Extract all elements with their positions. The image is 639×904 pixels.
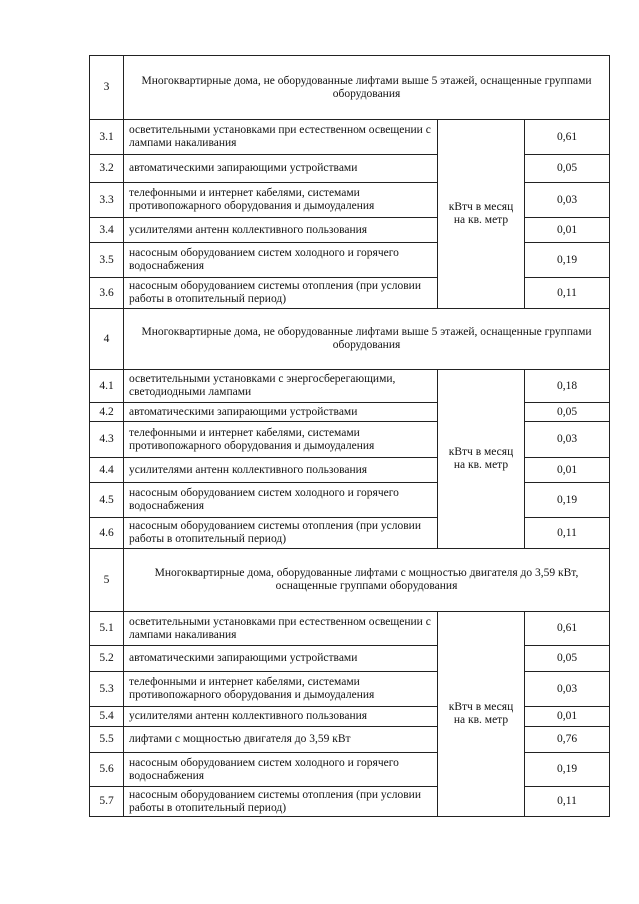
row-description: насосным оборудованием систем холодного и горячего водоснабжения: [124, 483, 438, 518]
row-description: телефонными и интернет кабелями, системами противопожарного оборудования и дымоудаления: [124, 672, 438, 707]
section-number: 4: [90, 309, 124, 370]
table-row: [90, 243, 610, 278]
table-row: [90, 612, 610, 646]
row-value: 0,19: [525, 243, 610, 278]
unit-cell: кВтч в месяц на кв. метр: [438, 612, 525, 817]
row-number: 3.1: [90, 120, 124, 155]
table-row: [90, 155, 610, 183]
table-row: [90, 278, 610, 309]
row-description: автоматическими запирающими устройствами: [124, 646, 438, 672]
row-number: 5.5: [90, 727, 124, 753]
table-row: [90, 672, 610, 707]
table-row: [90, 753, 610, 787]
table-row: [90, 727, 610, 753]
row-number: 5.4: [90, 707, 124, 727]
section-title: Многоквартирные дома, не оборудованные лифтами выше 5 этажей, оснащенные группами оборудования: [124, 56, 610, 120]
table-row: [90, 458, 610, 483]
table-row: [90, 483, 610, 518]
unit-cell: кВтч в месяц на кв. метр: [438, 120, 525, 309]
row-number: 5.3: [90, 672, 124, 707]
row-number: 4.5: [90, 483, 124, 518]
row-number: 3.5: [90, 243, 124, 278]
row-description: телефонными и интернет кабелями, системами противопожарного оборудования и дымоудаления: [124, 183, 438, 218]
norms-table-body: [90, 56, 610, 817]
row-value: 0,19: [525, 753, 610, 787]
row-description: усилителями антенн коллективного пользования: [124, 707, 438, 727]
row-value: 0,01: [525, 707, 610, 727]
row-description: автоматическими запирающими устройствами: [124, 403, 438, 422]
row-value: 0,61: [525, 120, 610, 155]
row-value: 0,61: [525, 612, 610, 646]
row-description: усилителями антенн коллективного пользования: [124, 458, 438, 483]
row-number: 5.6: [90, 753, 124, 787]
row-number: 3.2: [90, 155, 124, 183]
row-value: 0,11: [525, 787, 610, 817]
row-number: 4.3: [90, 422, 124, 458]
table-row: [90, 183, 610, 218]
row-number: 4.1: [90, 370, 124, 403]
row-number: 4.6: [90, 518, 124, 549]
row-number: 4.2: [90, 403, 124, 422]
row-value: 0,76: [525, 727, 610, 753]
section-header-row: [90, 56, 610, 120]
row-value: 0,01: [525, 458, 610, 483]
row-description: насосным оборудованием системы отопления (при условии работы в отопительный период): [124, 518, 438, 549]
row-number: 4.4: [90, 458, 124, 483]
table-row: [90, 707, 610, 727]
row-number: 5.7: [90, 787, 124, 817]
row-description: насосным оборудованием систем холодного и горячего водоснабжения: [124, 243, 438, 278]
row-value: 0,03: [525, 422, 610, 458]
row-value: 0,18: [525, 370, 610, 403]
row-number: 3.4: [90, 218, 124, 243]
section-header-row: [90, 309, 610, 370]
table-row: [90, 518, 610, 549]
table-row: [90, 646, 610, 672]
row-description: насосным оборудованием системы отопления (при условии работы в отопительный период): [124, 787, 438, 817]
table-row: [90, 218, 610, 243]
row-value: 0,19: [525, 483, 610, 518]
table-row: [90, 403, 610, 422]
row-description: насосным оборудованием системы отопления (при условии работы в отопительный период): [124, 278, 438, 309]
section-title: Многоквартирные дома, не оборудованные лифтами выше 5 этажей, оснащенные группами оборудования: [124, 309, 610, 370]
table-row: [90, 422, 610, 458]
row-number: 3.6: [90, 278, 124, 309]
table-row: [90, 370, 610, 403]
row-value: 0,05: [525, 403, 610, 422]
table-row: [90, 787, 610, 817]
unit-cell: кВтч в месяц на кв. метр: [438, 370, 525, 549]
table-row: [90, 120, 610, 155]
row-description: лифтами с мощностью двигателя до 3,59 кВт: [124, 727, 438, 753]
row-description: осветительными установками при естественном освещении с лампами накаливания: [124, 612, 438, 646]
row-description: осветительными установками при естественном освещении с лампами накаливания: [124, 120, 438, 155]
row-number: 3.3: [90, 183, 124, 218]
row-description: насосным оборудованием систем холодного и горячего водоснабжения: [124, 753, 438, 787]
row-description: усилителями антенн коллективного пользования: [124, 218, 438, 243]
section-number: 3: [90, 56, 124, 120]
row-value: 0,03: [525, 183, 610, 218]
section-header-row: [90, 549, 610, 612]
row-value: 0,05: [525, 155, 610, 183]
row-description: автоматическими запирающими устройствами: [124, 155, 438, 183]
row-value: 0,05: [525, 646, 610, 672]
row-value: 0,01: [525, 218, 610, 243]
row-value: 0,03: [525, 672, 610, 707]
row-description: осветительными установками с энергосберегающими, светодиодными лампами: [124, 370, 438, 403]
row-description: телефонными и интернет кабелями, системами противопожарного оборудования и дымоудаления: [124, 422, 438, 458]
section-title: Многоквартирные дома, оборудованные лифтами с мощностью двигателя до 3,59 кВт, оснащенные группами оборудования: [124, 549, 610, 612]
row-number: 5.2: [90, 646, 124, 672]
row-value: 0,11: [525, 278, 610, 309]
row-number: 5.1: [90, 612, 124, 646]
section-number: 5: [90, 549, 124, 612]
norms-table: [89, 55, 610, 817]
row-value: 0,11: [525, 518, 610, 549]
